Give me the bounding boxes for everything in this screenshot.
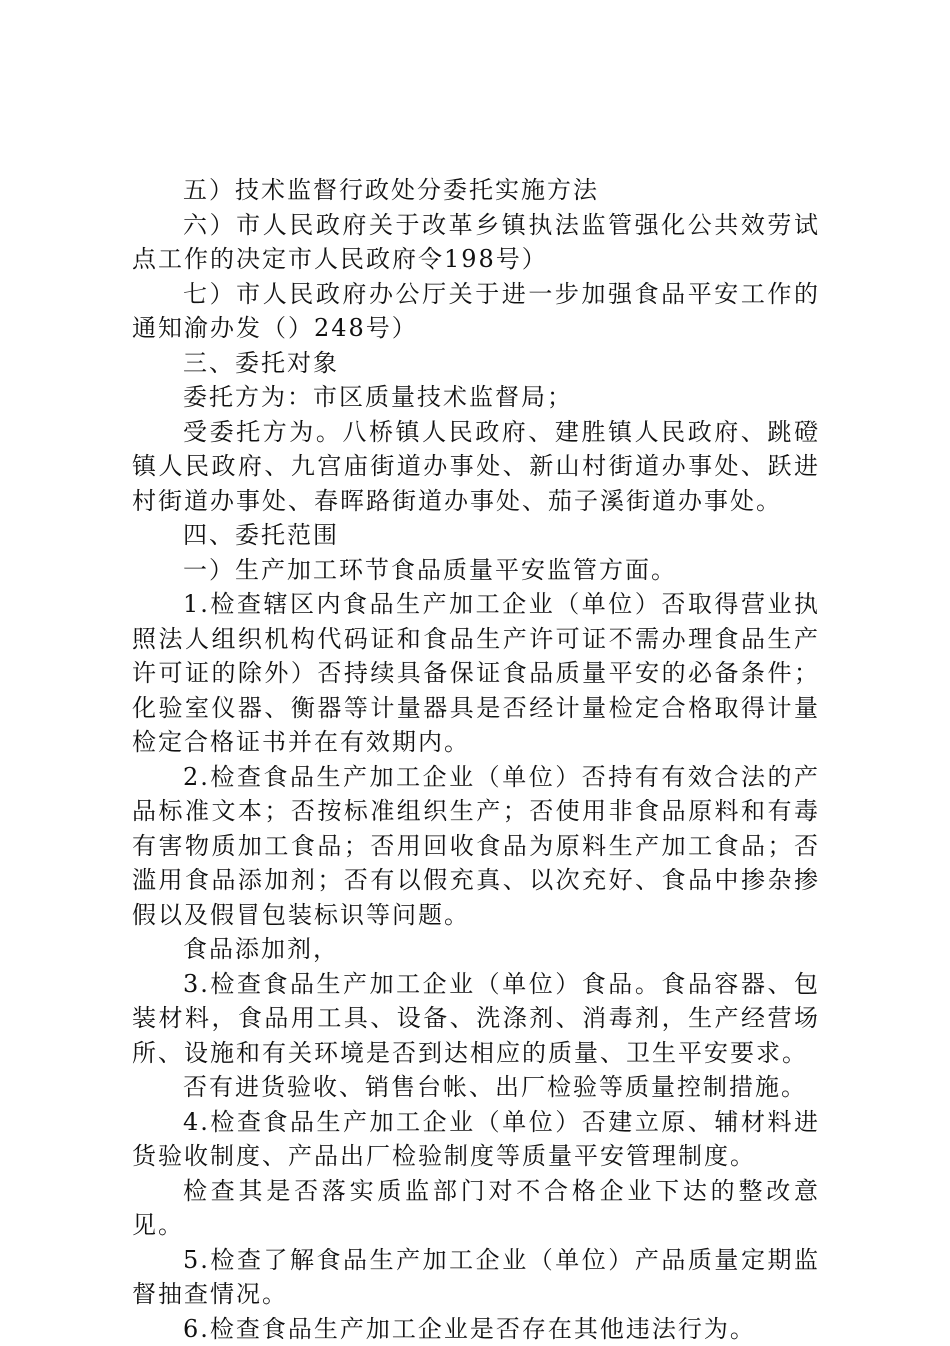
section-heading-3: 三、委托对象 <box>132 346 820 381</box>
list-item-5: 5.检查了解食品生产加工企业（单位）产品质量定期监督抽查情况。 <box>132 1243 820 1312</box>
section-heading-4: 四、委托范围 <box>132 518 820 553</box>
list-item-2: 2.检查食品生产加工企业（单位）否持有有效合法的产品标准文本；否按标准组织生产；否使用非食品原料和有毒有害物质加工食品；否用回收食品为原料生产加工食品；否滥用食品添加剂；否有以假充真、以次充好、食品中掺杂掺假以及假冒包装标识等问题。 <box>132 760 820 933</box>
list-item-4: 4.检查食品生产加工企业（单位）否建立原、辅材料进货验收制度、产品出厂检验制度等质量平安管理制度。 <box>132 1105 820 1174</box>
paragraph-delegator: 委托方为：市区质量技术监督局； <box>132 380 820 415</box>
list-item-3: 3.检查食品生产加工企业（单位）食品。食品容器、包装材料，食品用工具、设备、洗涤剂、消毒剂，生产经营场所、设施和有关环境是否到达相应的质量、卫生平安要求。 <box>132 967 820 1071</box>
subsection-heading-1: 一）生产加工环节食品质量平安监管方面。 <box>132 553 820 588</box>
paragraph-delegatee: 受委托方为。八桥镇人民政府、建胜镇人民政府、跳磴镇人民政府、九宫庙街道办事处、新山村街道办事处、跃进村街道办事处、春晖路街道办事处、茄子溪街道办事处。 <box>132 415 820 519</box>
list-item-6: 6.检查食品生产加工企业是否存在其他违法行为。 <box>132 1312 820 1346</box>
document-body <box>132 173 820 1346</box>
paragraph-rectification: 检查其是否落实质监部门对不合格企业下达的整改意见。 <box>132 1174 820 1243</box>
paragraph-item-6-decree: 六）市人民政府关于改革乡镇执法监管强化公共效劳试点工作的决定市人民政府令198号） <box>132 208 820 277</box>
paragraph-quality-control: 否有进货验收、销售台帐、出厂检验等质量控制措施。 <box>132 1070 820 1105</box>
paragraph-item-7-notice: 七）市人民政府办公厅关于进一步加强食品平安工作的通知渝办发（）248号） <box>132 277 820 346</box>
paragraph-food-additive: 食品添加剂， <box>132 932 820 967</box>
list-item-1: 1.检查辖区内食品生产加工企业（单位）否取得营业执照法人组织机构代码证和食品生产许可证不需办理食品生产许可证的除外）否持续具备保证食品质量平安的必备条件；化验室仪器、衡器等计量器具是否经计量检定合格取得计量检定合格证书并在有效期内。 <box>132 587 820 760</box>
paragraph-item-5-method: 五）技术监督行政处分委托实施方法 <box>132 173 820 208</box>
